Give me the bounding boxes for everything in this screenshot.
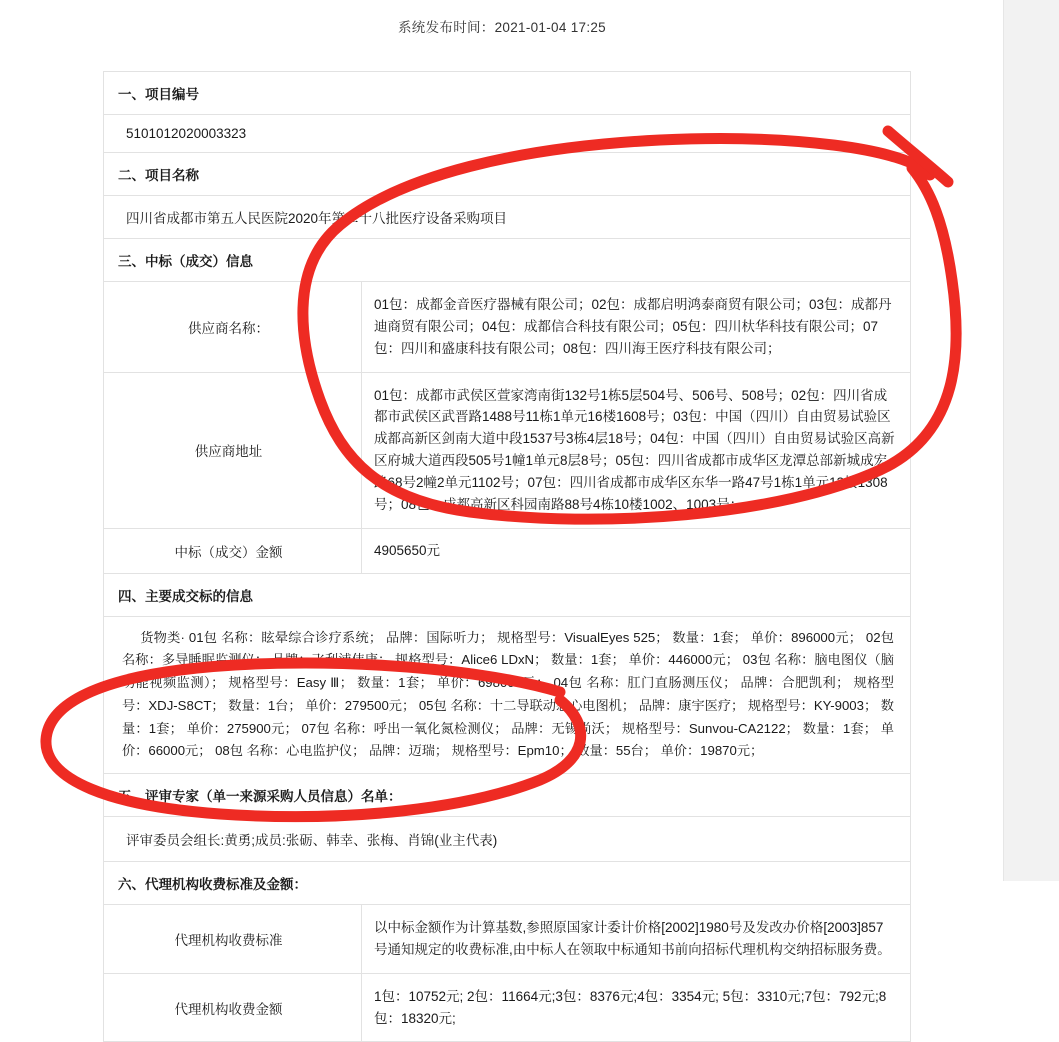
row-label-agency-fee-amount: 代理机构收费金额 (104, 974, 362, 1042)
section-heading-experts: 五、评审专家（单一来源采购人员信息）名单： (104, 774, 910, 817)
project-name-value: 四川省成都市第五人民医院2020年第二十八批医疗设备采购项目 (104, 196, 910, 239)
table-row-agency-fee-amount (104, 974, 910, 1042)
main-items-text: 货物类· 01包 名称：眩晕综合诊疗系统； 品牌：国际听力； 规格型号：VisualEyes 525； 数量：1套； 单价：896000元； 02包 名称：多导睡眠监测仪； 品牌：飞利浦伟康； 规格型号：Alice6 LDxN； 数量：1套； 单价：446000元； 03包 名称：脑电图仪（脑功能视频监测）； 规格型号：Easy Ⅲ； 数量：1套； 单价：698000元； 04包 名称：肛门直肠测压仪； 品牌：合肥凯利； 规格型号：XDJ-S8CT； 数量：1台； 单价：279500元； 05包 名称：十二导联动态心电图机； 品牌：康宇医疗； 规格型号：KY-9003； 数量：1套； 单价：275900元； 07包 名称：呼出一氧化氮检测仪； 品牌：无锡尚沃； 规格型号：Sunvou-CA2122； 数量：1套； 单价：66000元； 08包 名称：心电监护仪； 品牌：迈瑞； 规格型号：Epm10； 数量：55台； 单价：19870元； (122, 629, 894, 759)
row-label-supplier-address: 供应商地址 (104, 373, 362, 528)
table-row-agency-fee-standard (104, 905, 910, 974)
publish-time: 系统发布时间：2021-01-04 17:25 (398, 20, 606, 35)
row-label-agency-fee-standard: 代理机构收费标准 (104, 905, 362, 973)
project-number-value: 5101012020003323 (104, 115, 910, 153)
row-label-supplier-name: 供应商名称： (104, 282, 362, 372)
row-value-supplier-address: 01包：成都市武侯区萱家湾南街132号1栋5层504号、506号、508号；02包：四川省成都市武侯区武晋路1488号11栋1单元16楼1608号；03包：中国（四川）自由贸易试验区成都高新区剑南大道中段1537号3栋4层18号；04包：中国（四川）自由贸易试验区高新区府城大道西段505号1幢1单元8层8号；05包：四川省成都市成华区龙潭总部新城成宏路68号2幢2单元1102号；07包：四川省成都市成华区东华一路47号1栋1单元13楼1308号；08包：成都高新区科园南路88号4栋10楼1002、1003号； (374, 387, 895, 512)
announcement-document (103, 71, 911, 1042)
row-value-supplier-name: 01包：成都金音医疗器械有限公司；02包：成都启明鸿泰商贸有限公司；03包：成都丹迪商贸有限公司；04包：成都信合科技有限公司；05包：四川杕华科技有限公司；07包：四川和盛康科技有限公司；08包：四川海王医疗科技有限公司； (374, 297, 892, 356)
row-value-bid-amount: 4905650元 (374, 542, 441, 558)
row-value-agency-fee-standard: 以中标金额作为计算基数,参照原国家计委计价格[2002]1980号及发改办价格[2003]857号通知规定的收费标准,由中标人在领取中标通知书前向招标代理机构交纳招标服务费。 (374, 919, 891, 957)
table-row-bid-amount (104, 529, 910, 574)
row-value-agency-fee-amount: 1包：10752元; 2包：11664元;3包：8376元;4包：3354元; 5包：3310元;7包：792元;8包：18320元; (374, 988, 887, 1026)
section-heading-project-name: 二、项目名称 (104, 153, 910, 196)
section-heading-agency-fee: 六、代理机构收费标准及金额： (104, 862, 910, 905)
section-heading-project-number: 一、项目编号 (104, 72, 910, 115)
experts-content: 评审委员会组长:黄勇;成员:张砺、韩幸、张梅、肖锦(业主代表) (104, 817, 910, 862)
section-heading-bid-info: 三、中标（成交）信息 (104, 239, 910, 282)
section-heading-main-items: 四、主要成交标的信息 (104, 574, 910, 617)
main-items-content (104, 617, 910, 774)
table-row-supplier-name (104, 282, 910, 373)
row-label-bid-amount: 中标（成交）金额 (104, 529, 362, 573)
page-right-gutter (1003, 0, 1059, 881)
table-row-supplier-address (104, 373, 910, 529)
